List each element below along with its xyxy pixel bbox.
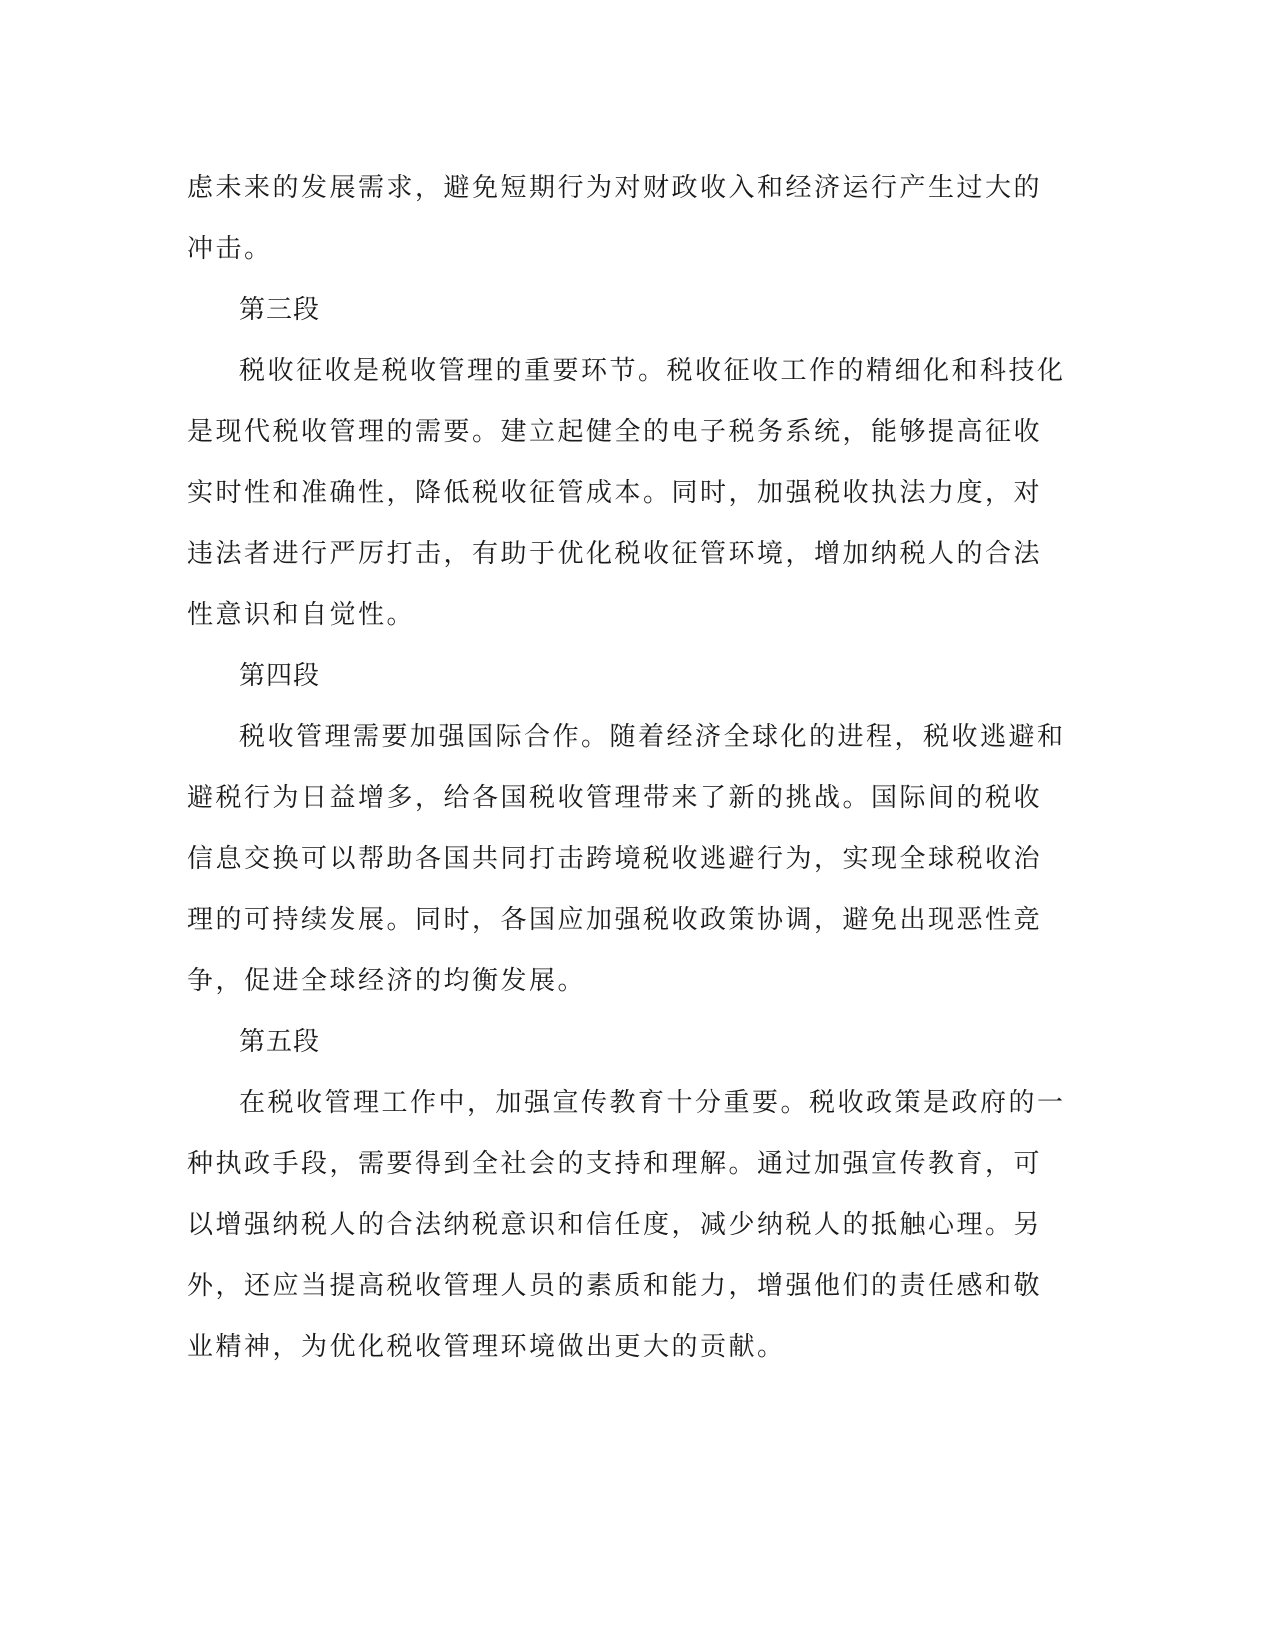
section-paragraph-3: 税收征收是税收管理的重要环节。税收征收工作的精细化和科技化是现代税收管理的需要。建立起健全的电子税务系统，能够提高征收实时性和准确性，降低税收征管成本。同时，加强税收执法力度，对违法者进行严厉打击，有助于优化税收征管环境，增加纳税人的合法性意识和自觉性。 (187, 356, 1066, 630)
section-paragraph-4: 税收管理需要加强国际合作。随着经济全球化的进程，税收逃避和避税行为日益增多，给各国税收管理带来了新的挑战。国际间的税收信息交换可以帮助各国共同打击跨境税收逃避行为，实现全球税收治理的可持续发展。同时，各国应加强税收政策协调，避免出现恶性竞争，促进全球经济的均衡发展。 (187, 722, 1066, 996)
document-body (187, 158, 1067, 1378)
section-paragraph-5: 在税收管理工作中，加强宣传教育十分重要。税收政策是政府的一种执政手段，需要得到全社会的支持和理解。通过加强宣传教育，可以增强纳税人的合法纳税意识和信任度，减少纳税人的抵触心理。另外，还应当提高税收管理人员的素质和能力，增强他们的责任感和敬业精神，为优化税收管理环境做出更大的贡献。 (187, 1088, 1066, 1362)
section-heading-5: 第五段 (239, 1027, 321, 1057)
section-heading-3: 第三段 (239, 295, 321, 325)
continued-paragraph: 虑未来的发展需求，避免短期行为对财政收入和经济运行产生过大的冲击。 (187, 173, 1043, 264)
section-heading-4: 第四段 (239, 661, 321, 691)
